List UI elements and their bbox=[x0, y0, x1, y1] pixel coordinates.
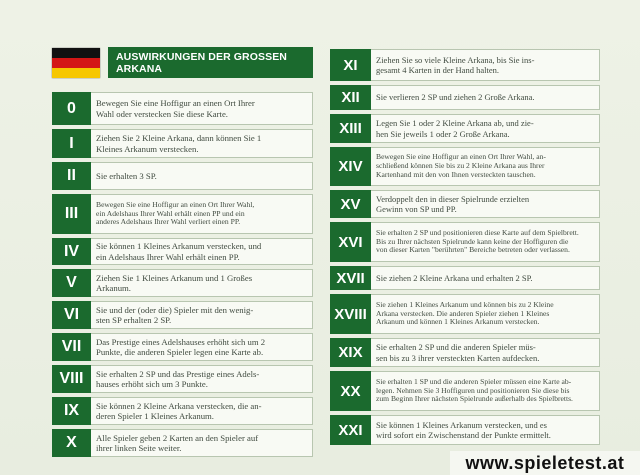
arcana-row-3 bbox=[52, 194, 313, 234]
arcana-effect: Sie ziehen 1 Kleines Arkanum und können bis zu 2 Kleine Arkana verstecken. Die anderen Spieler ziehen 1 Kleines Arkanum und können 1 Kleines Arkanum verstecken. bbox=[371, 294, 600, 334]
site-watermark: www.spieletest.at bbox=[450, 451, 640, 475]
arcana-row-13 bbox=[330, 114, 600, 143]
arcana-number: XXI bbox=[330, 415, 371, 445]
arcana-row-0 bbox=[52, 92, 313, 125]
arcana-effect: Verdoppelt den in dieser Spielrunde erzielten Gewinn von SP und PP. bbox=[371, 190, 600, 218]
arcana-row-7 bbox=[52, 333, 313, 361]
arcana-number: XII bbox=[330, 85, 371, 110]
arcana-number: III bbox=[52, 194, 91, 234]
arcana-effect: Legen Sie 1 oder 2 Kleine Arkana ab, und zie- hen Sie jeweils 1 oder 2 Große Arkana. bbox=[371, 114, 600, 143]
arcana-effect: Sie erhalten 1 SP und die anderen Spieler müssen eine Karte ab- legen. Nehmen Sie 3 Hoffiguren und positionieren Sie diese bis zum Beginn Ihrer nächsten Spielrunde außerhalb des Spielbretts. bbox=[371, 371, 600, 411]
arcana-number: I bbox=[52, 129, 91, 158]
arcana-row-10 bbox=[52, 429, 313, 457]
arcana-number: VI bbox=[52, 301, 91, 329]
arcana-number: XIV bbox=[330, 147, 371, 186]
arcana-effect: Sie können 1 Kleines Arkanum verstecken, und es wird sofort ein Zwischenstand der Punkte ermittelt. bbox=[371, 415, 600, 445]
header bbox=[52, 47, 313, 78]
arcana-effect: Sie erhalten 2 SP und positionieren diese Karte auf dem Spielbrett. Bis zu Ihrer nächsten Spielrunde kann keine der Hoffiguren die von dieser Karten "berührten" Bereiche betreten oder verlassen. bbox=[371, 222, 600, 262]
section-title: AUSWIRKUNGEN DER GROSSEN ARKANA bbox=[108, 47, 313, 78]
arcana-effect: Bewegen Sie eine Hoffigur an einen Ort Ihrer Wahl, ein Adelshaus Ihrer Wahl erhält einen PP und ein anderes Adelshaus Ihrer Wahl verliert einen PP. bbox=[91, 194, 313, 234]
arcana-effect: Bewegen Sie eine Hoffigur an einen Ort Ihrer Wahl, an- schließend können Sie bis zu 2 Kleine Arkana aus Ihrer Kartenhand mit den von Ihnen versteckten tauschen. bbox=[371, 147, 600, 186]
arcana-row-9 bbox=[52, 397, 313, 425]
arcana-effect: Bewegen Sie eine Hoffigur an einen Ort Ihrer Wahl oder verstecken Sie diese Karte. bbox=[91, 92, 313, 125]
arcana-row-8 bbox=[52, 365, 313, 393]
arcana-effect: Ziehen Sie 1 Kleines Arkanum und 1 Großes Arkanum. bbox=[91, 269, 313, 297]
arcana-row-20 bbox=[330, 371, 600, 411]
arcana-row-4 bbox=[52, 238, 313, 265]
arcana-number: XX bbox=[330, 371, 371, 411]
arcana-number: IX bbox=[52, 397, 91, 425]
arcana-row-12 bbox=[330, 85, 600, 110]
arcana-number: XVII bbox=[330, 266, 371, 290]
arcana-number: IV bbox=[52, 238, 91, 265]
arcana-row-17 bbox=[330, 266, 600, 290]
arcana-row-18 bbox=[330, 294, 600, 334]
arcana-effect: Sie erhalten 2 SP und das Prestige eines Adels- hauses erhöht sich um 3 Punkte. bbox=[91, 365, 313, 393]
arcana-effect: Sie verlieren 2 SP und ziehen 2 Große Arkana. bbox=[371, 85, 600, 110]
arcana-row-11 bbox=[330, 49, 600, 81]
arcana-effect: Sie erhalten 3 SP. bbox=[91, 162, 313, 190]
arcana-row-6 bbox=[52, 301, 313, 329]
arcana-effect: Sie ziehen 2 Kleine Arkana und erhalten 2 SP. bbox=[371, 266, 600, 290]
arcana-effect: Ziehen Sie 2 Kleine Arkana, dann können Sie 1 Kleines Arkanum verstecken. bbox=[91, 129, 313, 158]
arcana-number: VIII bbox=[52, 365, 91, 393]
arcana-effect: Sie können 1 Kleines Arkanum verstecken, und ein Adelshaus Ihrer Wahl erhält einen PP. bbox=[91, 238, 313, 265]
arcana-row-16 bbox=[330, 222, 600, 262]
arcana-number: XV bbox=[330, 190, 371, 218]
arcana-number: XI bbox=[330, 49, 371, 81]
arcana-row-2 bbox=[52, 162, 313, 190]
arcana-number: 0 bbox=[52, 92, 91, 125]
arcana-effect: Ziehen Sie so viele Kleine Arkana, bis Sie ins- gesamt 4 Karten in der Hand halten. bbox=[371, 49, 600, 81]
arcana-number: II bbox=[52, 162, 91, 190]
arcana-number: XVIII bbox=[330, 294, 371, 334]
arcana-number: V bbox=[52, 269, 91, 297]
arcana-number: VII bbox=[52, 333, 91, 361]
arcana-row-1 bbox=[52, 129, 313, 158]
arcana-number: XVI bbox=[330, 222, 371, 262]
right-column bbox=[330, 49, 600, 449]
arcana-row-19 bbox=[330, 338, 600, 367]
arcana-number: XIII bbox=[330, 114, 371, 143]
arcana-row-14 bbox=[330, 147, 600, 186]
arcana-number: X bbox=[52, 429, 91, 457]
arcana-row-5 bbox=[52, 269, 313, 297]
arcana-row-21 bbox=[330, 415, 600, 445]
arcana-row-15 bbox=[330, 190, 600, 218]
arcana-effect: Das Prestige eines Adelshauses erhöht sich um 2 Punkte, die anderen Spieler legen eine Karte ab. bbox=[91, 333, 313, 361]
arcana-effect: Sie und der (oder die) Spieler mit den wenig- sten SP erhalten 2 SP. bbox=[91, 301, 313, 329]
left-column bbox=[52, 47, 313, 461]
arcana-effect: Sie erhalten 2 SP und die anderen Spieler müs- sen bis zu 3 ihrer versteckten Karten aufdecken. bbox=[371, 338, 600, 367]
arcana-number: XIX bbox=[330, 338, 371, 367]
arcana-effect: Alle Spieler geben 2 Karten an den Spieler auf ihrer linken Seite weiter. bbox=[91, 429, 313, 457]
arcana-effect: Sie können 2 Kleine Arkana verstecken, die an- deren Spieler 1 Kleines Arkanum. bbox=[91, 397, 313, 425]
german-flag-icon bbox=[52, 48, 100, 78]
